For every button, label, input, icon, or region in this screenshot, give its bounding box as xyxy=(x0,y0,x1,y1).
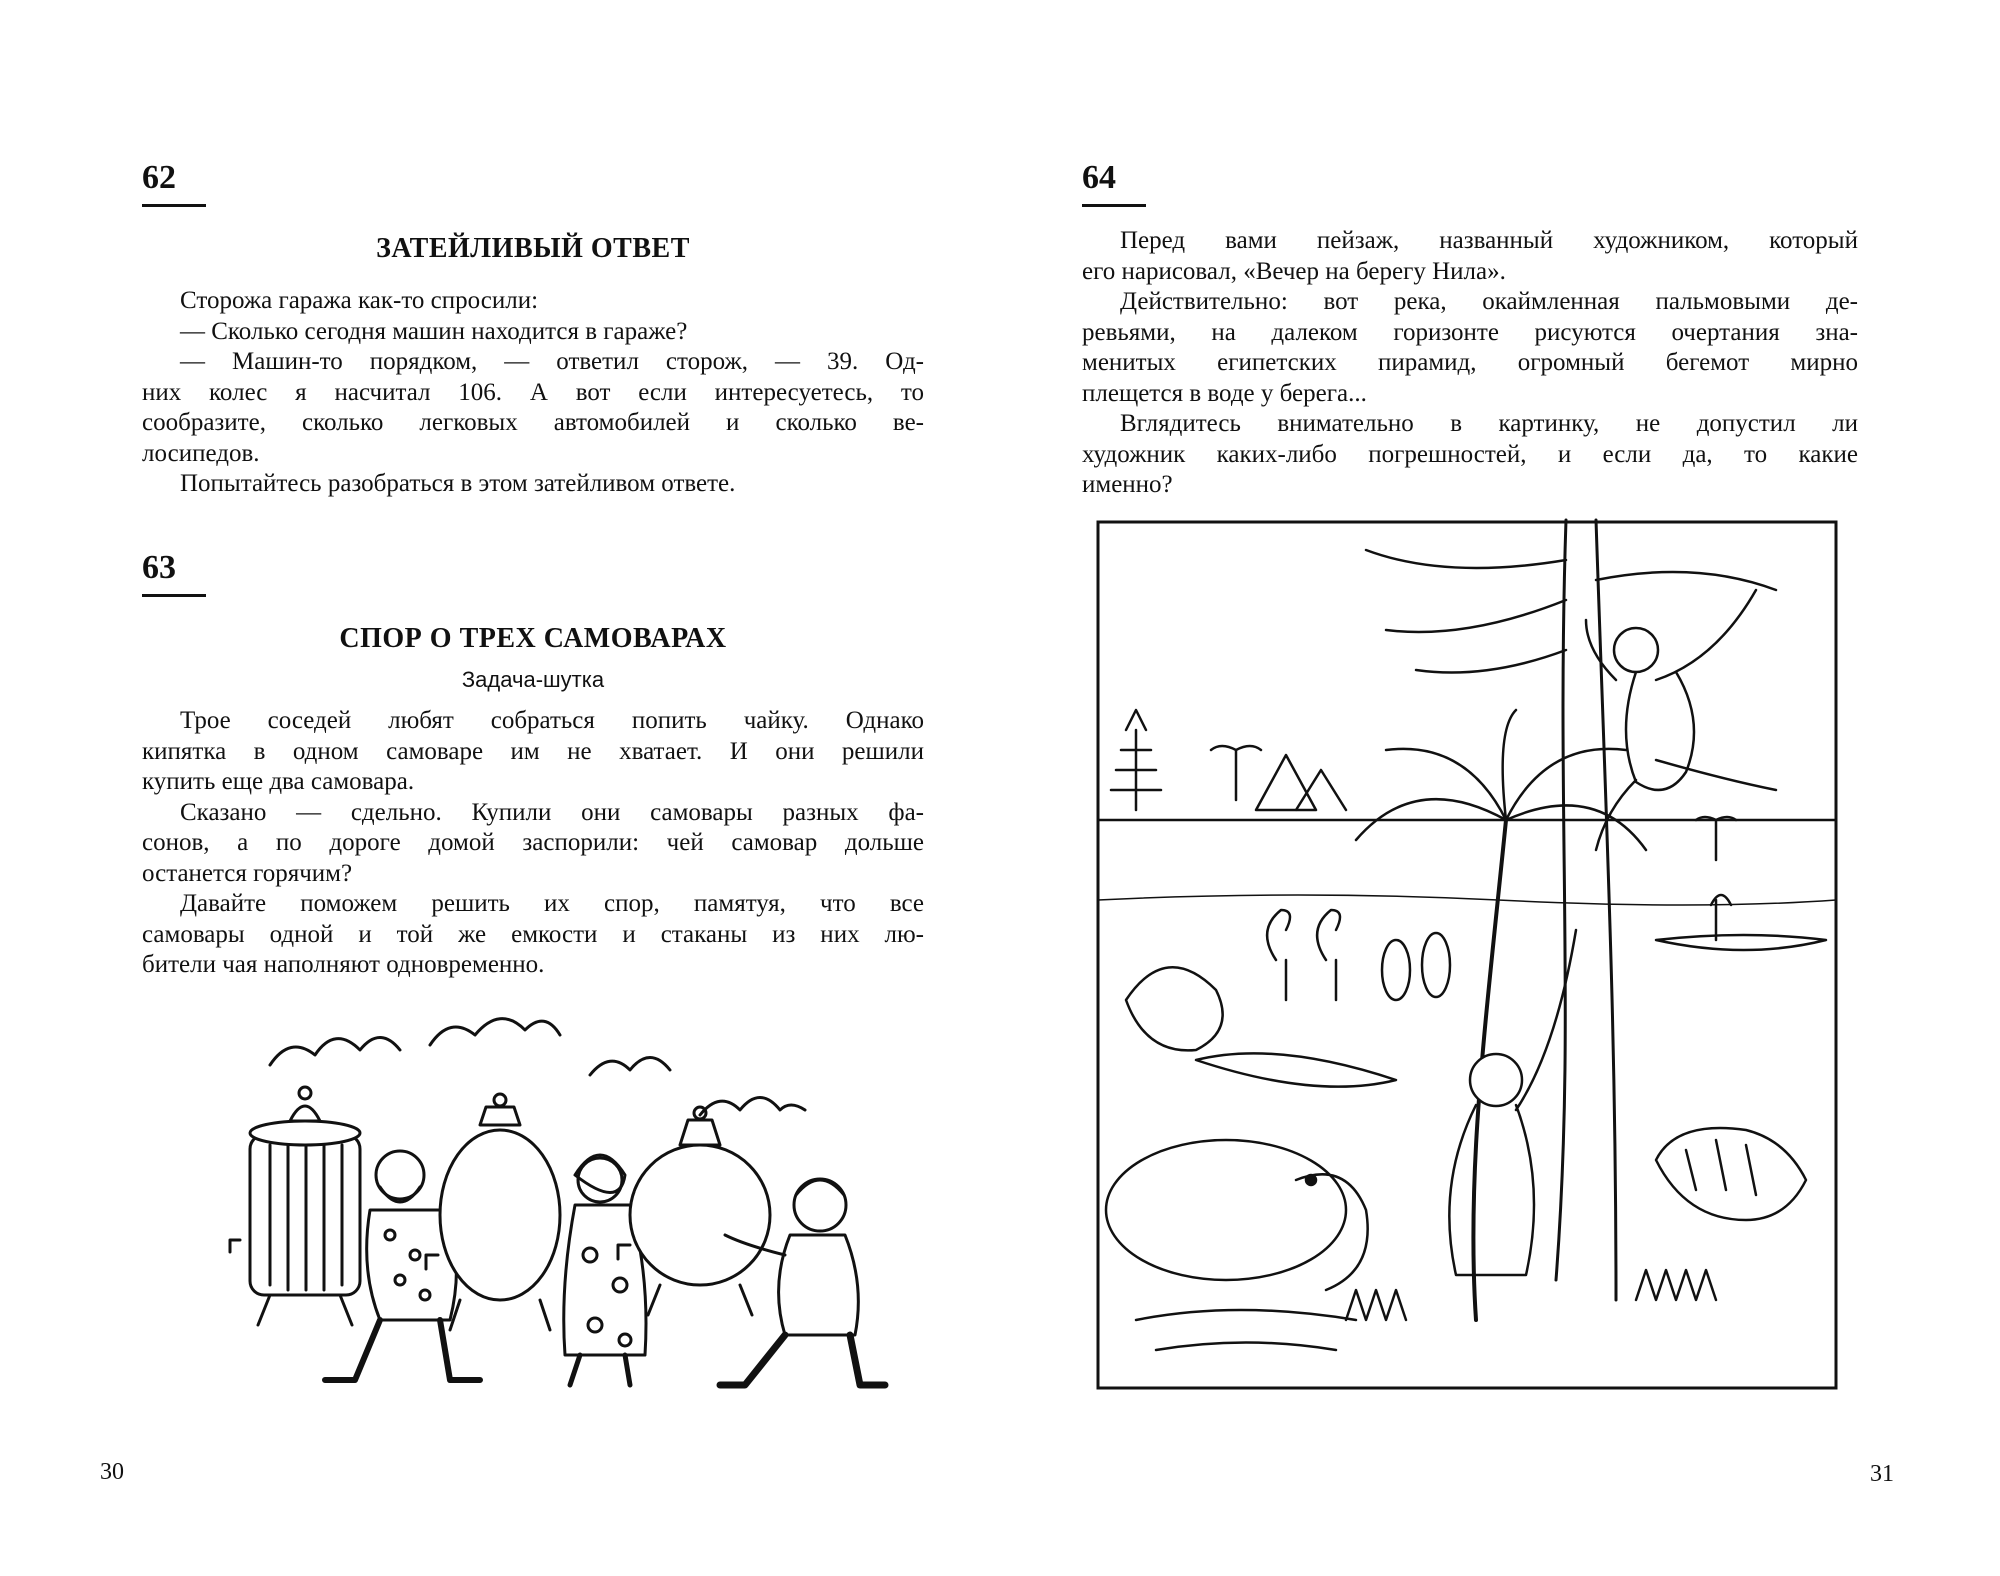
text-line: Перед вами пейзаж, названный художником, который xyxy=(1120,227,1858,254)
problem-63-text xyxy=(142,706,924,981)
page-number-right: 31 xyxy=(1870,1461,1894,1487)
text-line: плещется в воде у берега... xyxy=(1082,379,1367,407)
problem-number-63: 63 xyxy=(142,548,206,597)
page-number-left: 30 xyxy=(100,1459,124,1485)
problem-64-text xyxy=(1082,226,1858,501)
samovar-illustration xyxy=(230,1005,880,1405)
text-line: кипятка в одном самоваре им не хватает. И они решили xyxy=(142,737,924,765)
nile-landscape-illustration xyxy=(1096,520,1838,1390)
text-line: именно? xyxy=(1082,471,1173,498)
text-line: менитых египетских пирамид, огромный бегемот мирно xyxy=(1082,349,1858,376)
text-line: ревьями, на далеком горизонте рисуются очертания зна- xyxy=(1082,318,1858,346)
problem-number-64: 64 xyxy=(1082,158,1146,207)
text-line: них колес я насчитал 106. А вот если интересуетесь, то xyxy=(142,378,924,406)
right-page xyxy=(1000,0,2000,1576)
text-line: художник каких-либо погрешностей, и если да, то какие xyxy=(1082,440,1858,468)
text-line: Действительно: вот река, окаймленная пальмовыми де- xyxy=(1120,288,1858,315)
text-line: лосипедов. xyxy=(142,439,260,467)
text-line: купить еще два самовара. xyxy=(142,768,415,795)
text-line: — Машин-то порядком, — ответил сторож, — 39. Од- xyxy=(180,348,924,375)
text-line: останется горячим? xyxy=(142,859,353,887)
text-line: сообразите, сколько легковых автомобилей и сколько ве- xyxy=(142,409,924,436)
problem-63-title: СПОР О ТРЕХ САМОВАРАХ xyxy=(339,623,727,654)
text-line: Давайте поможем решить их спор, памятуя, что все xyxy=(180,890,924,917)
problem-62-text xyxy=(142,286,924,500)
text-line: Сказано — сдельно. Купили они самовары разных фа- xyxy=(180,798,924,826)
text-line: самовары одной и той же емкости и стаканы из них лю- xyxy=(142,920,924,948)
text-line: его нарисовал, «Вечер на берегу Нила». xyxy=(1082,257,1506,285)
text-line: бители чая наполняют одновременно. xyxy=(142,951,545,978)
problem-63-subtitle: Задача-шутка xyxy=(461,667,605,692)
text-line: — Сколько сегодня машин находится в гараже? xyxy=(180,317,688,345)
problem-62-title: ЗАТЕЙЛИВЫЙ ОТВЕТ xyxy=(376,233,690,264)
text-line: Вглядитесь внимательно в картинку, не допустил ли xyxy=(1120,410,1858,437)
text-line: Трое соседей любят собраться попить чайку. Однако xyxy=(180,707,924,734)
problem-number-62: 62 xyxy=(142,158,206,207)
text-line: сонов, а по дороге домой заспорили: чей самовар дольше xyxy=(142,829,924,856)
text-line: Сторожа гаража как-то спросили: xyxy=(180,287,539,314)
text-line: Попытайтесь разобраться в этом затейливом ответе. xyxy=(180,470,736,497)
